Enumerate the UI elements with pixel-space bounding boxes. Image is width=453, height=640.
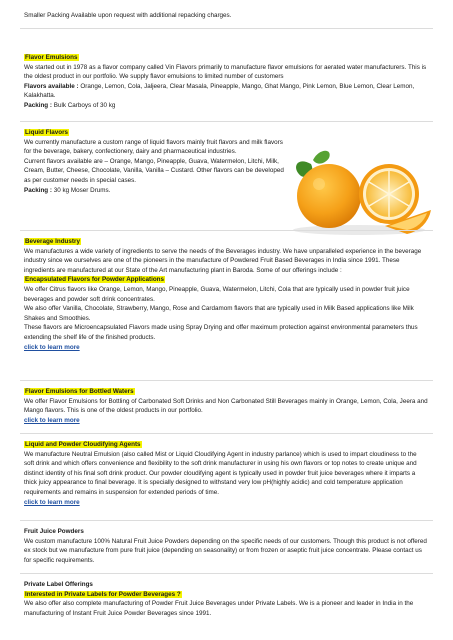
fruit-juice-heading: Fruit Juice Powders xyxy=(24,528,84,535)
divider xyxy=(20,520,433,521)
encapsulated-flavors-heading: Encapsulated Flavors for Powder Applications xyxy=(25,276,165,284)
learn-more-link-beverage[interactable]: click to learn more xyxy=(24,343,80,351)
encapsulated-p1: We offer Citrus flavors like Orange, Lemon, Mango, Pineapple, Guava, Watermelon, Litchi, Cola that are typically used in powder fruit juice beverages and powder soft drink concentrates. xyxy=(24,285,410,303)
learn-more-link-cloudifying[interactable]: click to learn more xyxy=(24,498,80,506)
top-note: Smaller Packing Available upon request with additional repacking charges. xyxy=(24,12,232,19)
packing-label: Packing : xyxy=(24,101,52,109)
cloudifying-heading: Liquid and Powder Cloudifying Agents xyxy=(25,441,141,448)
fruit-juice-body: We custom manufacture 100% Natural Fruit Juice Powders depending on the specific needs of our customers. Though this product is not offered ex stock but we manufacture from pure fruit juice (depending on seasonality) or from frozen or aseptic fruit juice concentrate. Please contact us for specific requirements. xyxy=(24,537,427,564)
liquid-flavors-body: We currently manufacture a custom range of liquid flavors mainly fruit flavors and milk flavors for the beverage, bakery, confectionery, dairy and pharmaceutical industries. xyxy=(24,138,283,156)
divider xyxy=(20,380,433,381)
packing-value: Bulk Carboys of 30 kg xyxy=(52,101,116,109)
liquid-flavors-packing xyxy=(24,186,284,196)
divider xyxy=(20,573,433,574)
flavor-emulsions-available xyxy=(24,82,428,101)
bottled-waters-section xyxy=(24,387,428,425)
private-label-section xyxy=(24,580,428,618)
flavor-emulsions-body: We started out in 1978 as a flavor company called Vin Flavors primarily to manufacture flavor emulsions for aerated water manufacturers. This is the oldest product in our portfolio. We supply flavor emulsions to limited number of customers xyxy=(24,63,427,81)
packing-value: 30 kg Moser Drums. xyxy=(52,186,111,194)
learn-more-link-bottled[interactable]: click to learn more xyxy=(24,416,80,424)
liquid-flavors-current: Current flavors available are – Orange, Mango, Pineapple, Guava, Watermelon, Litchi, Milk, Cream, Butter, Cheese, Chocolate, Vanilla, Vanilla – Custard. Other flavors can be developed as per customer needs in special cases. xyxy=(24,157,284,184)
bottled-waters-heading: Flavor Emulsions for Bottled Waters xyxy=(25,388,134,395)
encapsulated-p2: We also offer Vanilla, Chocolate, Strawberry, Mango, Rose and Cardamom flavors that are typically used in Milk Based applications like Milk Shakes and Smoothies. xyxy=(24,305,414,322)
private-label-heading: Private Label Offerings xyxy=(24,581,93,588)
bottled-waters-body: We offer Flavor Emulsions for Bottling of Carbonated Soft Drinks and Non Carbonated Still Beverages mainly in Orange, Lemon, Cola, Jeera and Mango flavors. This is one of the oldest products in our portfolio. xyxy=(24,397,428,415)
beverage-industry-heading: Beverage Industry xyxy=(25,238,80,245)
flavor-emulsions-packing xyxy=(24,101,428,111)
flavor-emulsions-heading: Flavor Emulsions xyxy=(25,54,78,61)
encapsulated-p3: These flavors are Microencapsulated Flavors made using Spray Drying and offer maximum protection against environmental parameters thus extending the shelf life of the finished products. xyxy=(24,324,418,341)
beverage-industry-section xyxy=(24,237,428,352)
available-label: Flavors available : xyxy=(24,82,79,90)
cloudifying-body: We manufacture Neutral Emulsion (also called Mist or Liquid Cloudifying Agent in industry parlance) which is used to impart cloudiness to the soft drink and which offers convenience and flexibility to the soft drink manufacturer in using his own flavors or top notes to create unique and distinct identity of his final soft drink product. Our powder cloudifying agent is typically used in powder fruit juice beverages where it imparts a thick juicy appearance to final beverage. It is specially designed to withstand very low pH(highly acidic) and cold temperature application requirements and remains in suspension for extended periods of time. xyxy=(24,450,417,496)
divider xyxy=(20,433,433,434)
cloudifying-section xyxy=(24,440,428,507)
liquid-flavors-section xyxy=(24,128,284,195)
divider xyxy=(20,121,433,122)
beverage-industry-body: We manufactures a wide variety of ingredients to serve the needs of the Beverages industry. We have unparalleled experience in the beverage industry since we ourselves are one of the pioneers in the manufacture of Powdered Fruit Based Beverages in India since 1991. These ingredients are manufactured at our State of the Art manufacturing plant in Baroda. Some of our offerings include : xyxy=(24,247,422,274)
liquid-flavors-heading: Liquid Flavors xyxy=(25,129,69,136)
divider xyxy=(20,28,433,29)
fruit-juice-section xyxy=(24,527,428,565)
available-value: Orange, Lemon, Cola, Jaljeera, Clear Masala, Pineapple, Mango, Ghat Mango, Pink Lemon, Blue Lemon, Clear Lemon, Kalakhatta. xyxy=(24,82,415,100)
private-label-subheading: Interested in Private Labels for Powder Beverages ? xyxy=(25,590,181,598)
packing-label: Packing : xyxy=(24,186,52,194)
orange-fruit-image xyxy=(289,146,435,236)
flavor-emulsions-section xyxy=(24,53,428,111)
divider xyxy=(20,230,433,231)
private-label-body: We also offer also complete manufacturing of Powder Fruit Juice Beverages under Private Labels. We is a pioneer and leader in India in the manufacturing of Instant Fruit Juice Powder Beverages since 1991. xyxy=(24,600,414,617)
